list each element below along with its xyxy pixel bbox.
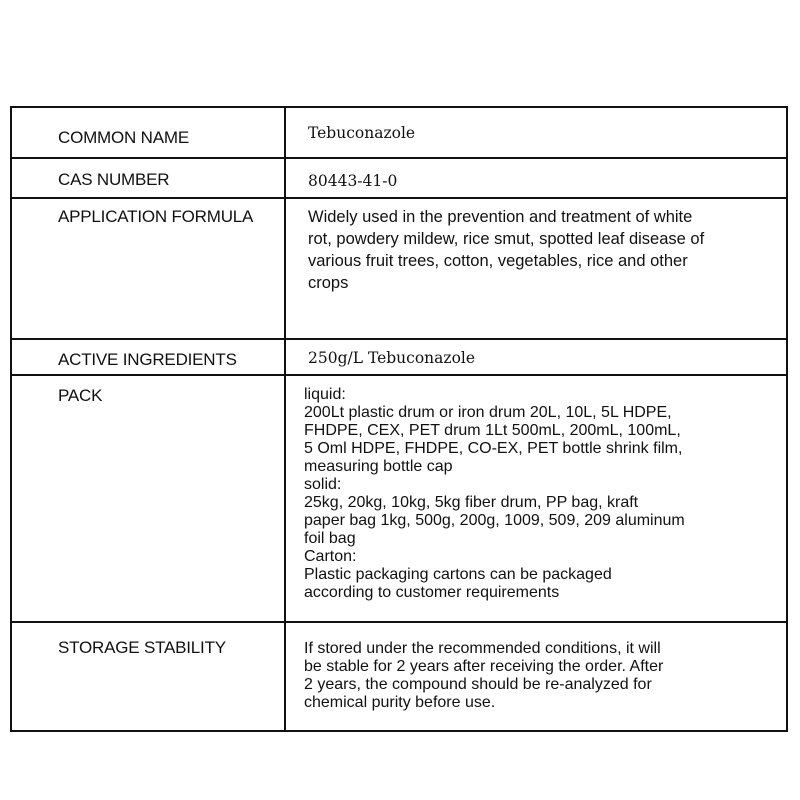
row-pack <box>12 374 786 621</box>
column-divider <box>284 340 286 374</box>
row-storage-stability <box>12 621 786 730</box>
label-storage-stability: STORAGE STABILITY <box>58 638 226 657</box>
label-common-name: COMMON NAME <box>58 128 189 147</box>
label-pack: PACK <box>58 386 103 405</box>
row-application-formula <box>12 197 786 338</box>
column-divider <box>284 623 286 730</box>
row-cas-number <box>12 157 786 197</box>
row-active-ingredients <box>12 338 786 374</box>
value-cas-number: 80443-41-0 <box>308 172 398 190</box>
value-common-name: Tebuconazole <box>308 124 416 142</box>
label-cas-number: CAS NUMBER <box>58 170 170 189</box>
column-divider <box>284 199 286 338</box>
row-common-name <box>12 108 786 157</box>
value-storage-stability: If stored under the recommended conditions, it will be stable for 2 years after receiving the order. After 2 years, the compound should be re-analyzed for chemical purity before use. <box>304 640 664 711</box>
column-divider <box>284 108 286 157</box>
product-spec-table <box>10 106 788 732</box>
value-application-formula: Widely used in the prevention and treatment of white rot, powdery mildew, rice smut, spotted leaf disease of various fruit trees, cotton, vegetables, rice and other crops <box>308 208 705 292</box>
label-application-formula: APPLICATION FORMULA <box>58 207 254 226</box>
value-active-ingredients: 250g/L Tebuconazole <box>308 349 476 367</box>
label-active-ingredients: ACTIVE INGREDIENTS <box>58 350 237 369</box>
value-pack: liquid: 200Lt plastic drum or iron drum 20L, 10L, 5L HDPE, FHDPE, CEX, PET drum 1Lt 500mL, 200mL, 100mL, 5 Oml HDPE, FHDPE, CO-EX, PET bottle shrink film, measuring bottle cap solid: 25kg, 20kg, 10kg, 5kg fiber drum, PP bag, kraft paper bag 1kg, 500g, 200g, 1009, 509, 209 aluminum foil bag Carton: Plastic packaging cartons can be packaged according to customer requirements <box>304 386 685 601</box>
column-divider <box>284 159 286 197</box>
column-divider <box>284 376 286 621</box>
